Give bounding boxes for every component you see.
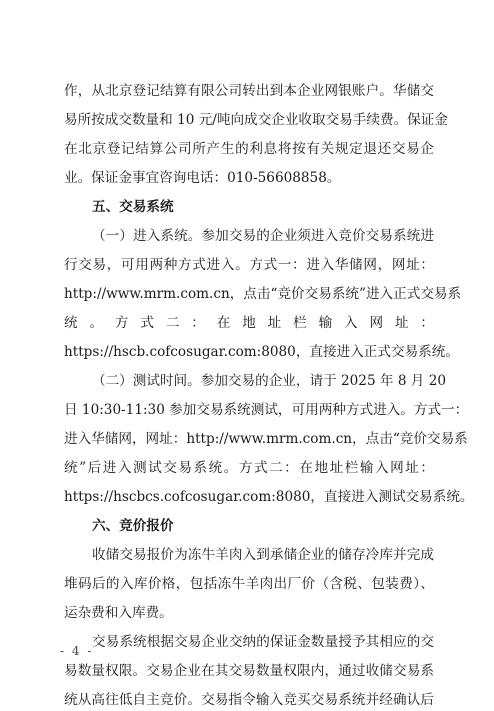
- section-heading: 六、竞价报价: [92, 518, 174, 534]
- text-line: 行交易，可用两种方式进入。方式一：进入华储网，网址：: [64, 257, 434, 273]
- page-number: - 4 -: [60, 644, 94, 658]
- text-line: 统从高往低自主竞价。交易指令输入竞买交易系统并经确认后: [64, 692, 434, 708]
- text-line: 在北京登记结算公司所产生的利息将按有关规定退还交易企: [64, 141, 434, 157]
- text-line: （二）测试时间。参加交易的企业，请于 2025 年 8 月 20: [92, 373, 447, 389]
- text-line: 作，从北京登记结算有限公司转出到本企业网银账户。华储交: [64, 83, 434, 99]
- text-line: 业。保证金事宜咨询电话：010-56608858。: [64, 170, 341, 186]
- text-line: 日 10:30-11:30 参加交易系统测试，可用两种方式进入。方式一：: [64, 402, 469, 418]
- text-line: 运杂费和入库费。: [64, 605, 173, 621]
- text-line: 堆码后的入库价格，包括冻牛羊肉出厂价（含税、包装费）、: [64, 576, 434, 592]
- text-line: 易所按成交数量和 10 元/吨向成交企业收取交易手续费。保证金: [64, 112, 448, 128]
- text-line: https://hscb.cofcosugar.com:8080，直接进入正式交易系统。: [64, 344, 459, 360]
- text-line: 统”后进入测试交易系统。方式二：在地址栏输入网址：: [64, 460, 434, 476]
- text-line: 交易系统根据交易企业交纳的保证金数量授予其相应的交: [92, 634, 434, 650]
- text-line: 进入华储网，网址：http://www.mrm.com.cn，点击“竞价交易系: [64, 431, 468, 447]
- text-line: （一）进入系统。参加交易的企业须进入竞价交易系统进: [92, 228, 434, 244]
- text-line: 易数量权限。交易企业在其交易数量权限内，通过收储交易系: [64, 663, 434, 679]
- text-line: http://www.mrm.com.cn，点击“竞价交易系统”进入正式交易系: [64, 286, 462, 302]
- text-line: 收储交易报价为冻牛羊肉入到承储企业的储存冷库并完成: [92, 547, 434, 563]
- section-heading: 五、交易系统: [92, 199, 174, 215]
- text-line: 统 。 方 式 二 ： 在 地 址 栏 输 入 网 址 ：: [64, 315, 434, 331]
- text-line: https://hscbcs.cofcosugar.com:8080，直接进入测试交易系统。: [64, 489, 474, 505]
